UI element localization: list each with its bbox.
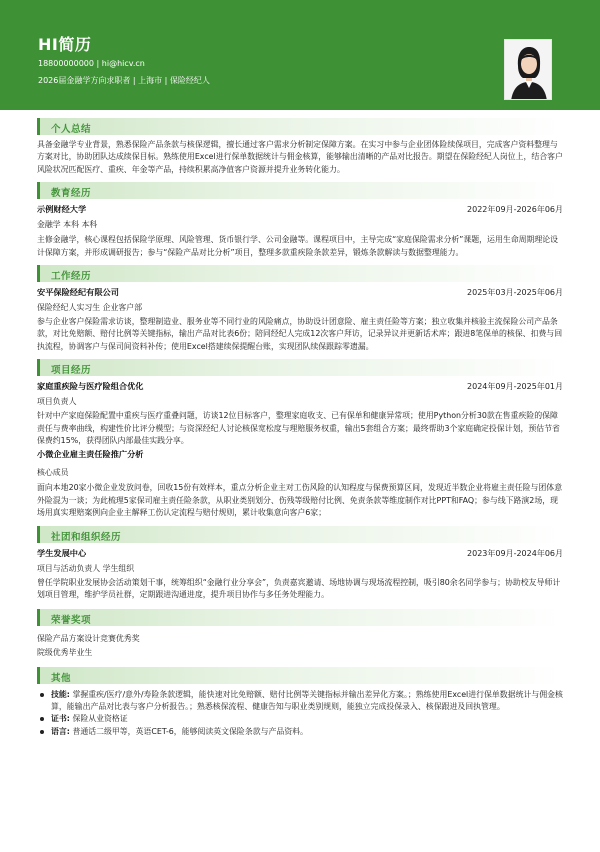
bullet-icon [40,730,44,734]
section-title: 荣誉奖项 [51,614,92,626]
award-item: 院级优秀毕业生 [37,647,93,657]
project-name: 家庭重疾险与医疗险组合优化 [37,381,144,392]
candidate-name: HI简历 [38,35,92,54]
school-name: 示例财经大学 [37,204,87,215]
contact-info: 18800000000 | hi@hicv.cn [38,59,145,68]
work-role: 保险经纪人实习生 企业客户部 [37,303,143,313]
work-date: 2025年03月-2025年06月 [467,288,563,298]
section-title: 其他 [51,672,72,684]
section-title: 社团和组织经历 [51,531,122,543]
education-date: 2022年09月-2026年06月 [467,205,563,215]
project-row [37,379,563,394]
list-item [37,689,563,714]
section-title: 个人总结 [51,124,92,135]
award-item: 保险产品方案设计竞赛优秀奖 [37,633,140,643]
org-name: 学生发展中心 [37,547,87,558]
section-header-work [37,265,563,282]
item-label: 证书: [51,714,70,724]
project-desc: 针对中产家庭保险配置中重疾与医疗重叠问题，访谈12位目标客户，整理家庭收支、已有保单和健康异常项；使用Python分析30款在售重疾险的保障责任与费率曲线，构建性价比评分模型；与资深经纪人讨论核保宽松度与理赔服务权重，输出5套组合方案；最终帮助3个家庭确定投保计划，预估节省保费约15%，获得团队内部最佳实践分享。 [37,411,560,446]
person-portrait-icon [505,40,552,100]
item-text: 掌握重疾/医疗/意外/寿险条款逻辑，能快速对比免赔额、赔付比例等关键指标并输出差异化方案。；熟练使用Excel进行保单数据统计与佣金核算，能输出产品对比表与客户分析报告。；熟悉核保流程、健康告知与职业类别规则，能独立完成投保录入、核保跟进及回执管理。 [51,689,563,711]
education-major: 金融学 本科 本科 [37,220,98,230]
project-date: 2024年09月-2025年01月 [467,382,563,392]
summary-text: 具备金融学专业背景，熟悉保险产品条款与核保逻辑，擅长通过客户需求分析制定保障方案。在实习中参与企业团体险续保项目，完成客户资料整理与方案对比，协助团队达成续保目标。熟练使用Excel进行保单数据统计与佣金核算，能够输出清晰的产品对比报告。期望在保险经纪人岗位上，结合客户风险状况匹配医疗、重疾、年金等产品，持续积累高净值客户资源并提升业务转化能力。 [37,140,563,174]
item-text: 普通话二级甲等，英语CET-6，能够阅读英文保险条款与产品资料。 [69,726,308,736]
section-header-summary [37,118,563,135]
section-title: 工作经历 [51,271,92,283]
list-item [37,726,563,738]
section-header-others [37,667,563,684]
section-header-projects [37,359,563,376]
project-role: 项目负责人 [37,397,77,407]
campus-desc: 曾任学院职业发展协会活动策划干事，统筹组织“金融行业分享会”，负责嘉宾邀请、场地协调与现场流程控制，吸引80余名同学参与；协助校友导师计划项目管理，维护学员社群，定期跟进沟通进度，提升项目协作与多任务处理能力。 [37,577,561,600]
project-desc: 面向本地20家小微企业发放问卷，回收15份有效样本，重点分析企业主对工伤风险的认知程度与保费预算区间，发现近半数企业将雇主责任险与团体意外险混为一谈；为此梳理5家保司雇主责任险条款，从职业类别划分、伤残等级赔付比例、免责条款等维度制作对比PPT和FAQ；参与线下路演2场，现场用真实理赔案例向企业主解释工伤认定流程与赔付规则，累计收集意向客户6家； [37,483,563,518]
work-row [37,285,563,300]
section-title: 项目经历 [51,365,92,377]
section-header-awards [37,609,563,626]
project-row [37,447,563,462]
bullet-icon [40,693,44,697]
resume-body [37,116,563,738]
item-label: 技能: [51,689,70,699]
job-target: 2026届金融学方向求职者 | 上海市 | 保险经纪人 [38,76,210,85]
campus-row [37,546,563,561]
section-header-education [37,182,563,199]
resume-header [0,0,600,110]
item-label: 语言: [51,726,70,736]
company-name: 安平保险经纪有限公司 [37,287,119,298]
campus-date: 2023年09月-2024年06月 [467,548,563,558]
section-header-campus [37,526,563,543]
bullet-icon [40,717,44,721]
section-title: 教育经历 [51,188,92,200]
project-name: 小微企业雇主责任险推广分析 [37,449,144,460]
education-row [37,202,563,217]
work-desc: 参与企业客户保险需求访谈，整理制造业、服务业等不同行业的风险痛点，协助设计团意险、雇主责任险等方案；独立收集并核验主流保险公司产品条款，对比免赔额、赔付比例等关键指标，输出产品对比表6份；陪同经纪人完成12次客户拜访，记录异议并更新话术库；跟进8笔保单的核保、扣费与回执流程，协调客户与保司间资料补传；使用Excel搭建续保提醒台账，实现团队续保跟踪零遗漏。 [37,317,563,351]
project-role: 核心成员 [37,468,69,478]
education-desc: 主修金融学，核心课程包括保险学原理、风险管理、货币银行学、公司金融等。课程项目中，主导完成“家庭保险需求分析”课题，运用生命周期理论设计保障方案，并形成调研报告；参与“保险产品对比分析”项目，整理多款重疾险条款差异，锻炼条款解读与数据整理能力。 [37,235,559,257]
item-text: 保险从业资格证 [69,714,128,724]
campus-role: 项目与活动负责人 学生组织 [37,563,135,573]
list-item [37,713,563,725]
others-list [37,689,563,739]
profile-photo [504,39,552,100]
